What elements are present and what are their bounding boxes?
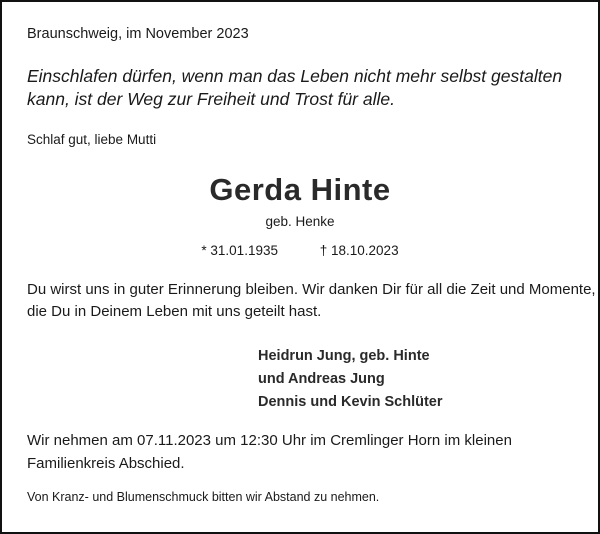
death-date: † 18.10.2023 [319,243,399,258]
deceased-name: Gerda Hinte [209,172,391,207]
quote-line: kann, ist der Weg zur Freiheit und Trost für alle. [27,89,395,109]
funeral-info [27,429,587,475]
dedication: Schlaf gut, liebe Mutti [27,132,157,147]
quote [27,65,577,111]
flowers-note: Von Kranz- und Blumenschmuck bitten wir Abstand zu nehmen. [27,490,380,504]
message-line: Du wirst uns in guter Erinnerung bleiben. Wir danken Dir für all die Zeit und Momente, [27,281,596,298]
funeral-line: Familienkreis Abschied. [27,455,185,472]
farewell-message [27,279,596,323]
signer: Heidrun Jung, geb. Hinte [258,348,430,364]
life-dates [2,243,598,258]
quote-line: Einschlafen dürfen, wenn man das Leben nicht mehr selbst gestalten [27,66,563,86]
maiden-name: geb. Henke [265,214,335,229]
birth-date: * 31.01.1935 [201,243,278,258]
signer: Dennis und Kevin Schlüter [258,394,443,410]
signer: und Andreas Jung [258,371,385,387]
place-date: Braunschweig, im November 2023 [27,26,249,42]
funeral-line: Wir nehmen am 07.11.2023 um 12:30 Uhr im Cremlinger Horn im kleinen [27,432,512,449]
message-line: die Du in Deinem Leben mit uns geteilt hast. [27,303,322,320]
signers [258,345,443,414]
